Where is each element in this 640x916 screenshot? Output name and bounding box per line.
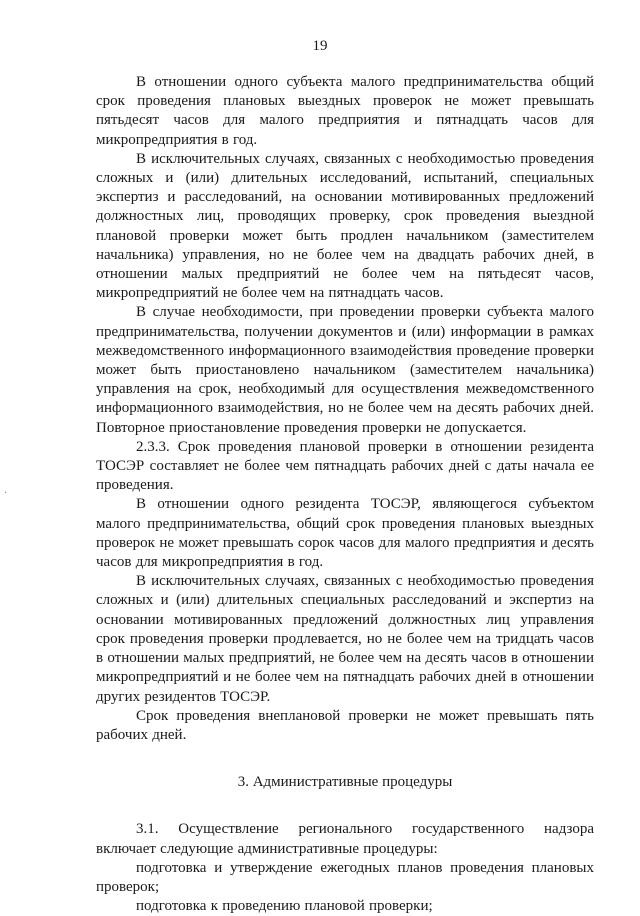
section-heading: 3. Административные процедуры	[237, 774, 453, 791]
paragraph: 3.1. Осуществление регионального государственного надзора включает следующие административные процедуры:	[96, 821, 594, 857]
document-body	[96, 73, 594, 916]
margin-mark: ·	[4, 488, 8, 499]
paragraph: В случае необходимости, при проведении проверки субъекта малого предпринимательства, получении документов и (или) информации в рамках межведомственного информационного взаимодействия проведение проверки может быть приостановлено начальником (заместителем начальника) управления на срок, необходимый для осуществления межведомственного информационного взаимодействия, но не более чем на десять рабочих дней. Повторное приостановление проведения проверки не допускается.	[96, 304, 594, 436]
paragraph: В исключительных случаях, связанных с необходимостью проведения сложных и (или) длительных исследований, испытаний, специальных экспертиз и расследований, на основании мотивированных предложений должностных лиц, проводящих проверку, срок проведения выездной плановой проверки может быть продлен начальником (заместителем начальника) управления, но не более чем на двадцать рабочих дней, в отношении малых предприятий не более чем на пятьдесят часов, микропредприятий не более чем на пятнадцать часов.	[96, 150, 594, 302]
paragraph: В исключительных случаях, связанных с необходимостью проведения сложных и (или) длительных специальных расследований и экспертиз на основании мотивированных предложений должностных лиц управления срок проведения проверки продлевается, но не более чем на тридцать часов в отношении малых предприятий, не более чем на десять часов в отношении микропредприятий и не более чем на пятнадцать рабочих дней в отношении других резидентов ТОСЭР.	[96, 573, 594, 705]
paragraph: подготовка к проведению плановой проверки;	[136, 898, 433, 915]
paragraph: 2.3.3. Срок проведения плановой проверки в отношении резидента ТОСЭР составляет не более чем пятнадцать рабочих дней с даты начала ее проведения.	[96, 438, 594, 494]
paragraph: подготовка и утверждение ежегодных планов проведения плановых проверок;	[96, 859, 594, 895]
paragraph: Срок проведения внеплановой проверки не может превышать пять рабочих дней.	[96, 707, 594, 743]
paragraph: В отношении одного субъекта малого предпринимательства общий срок проведения плановых выездных проверок не может превышать пятьдесят часов для малого предприятия и пятнадцать часов для микропредприятия в год.	[96, 74, 594, 148]
page-number: 19	[312, 38, 328, 54]
paragraph: В отношении одного резидента ТОСЭР, являющегося субъектом малого предпринимательства, общий срок проведения плановых выездных проверок не может превышать сорок часов для малого предприятия и десять часов для микропредприятия в год.	[96, 496, 594, 571]
